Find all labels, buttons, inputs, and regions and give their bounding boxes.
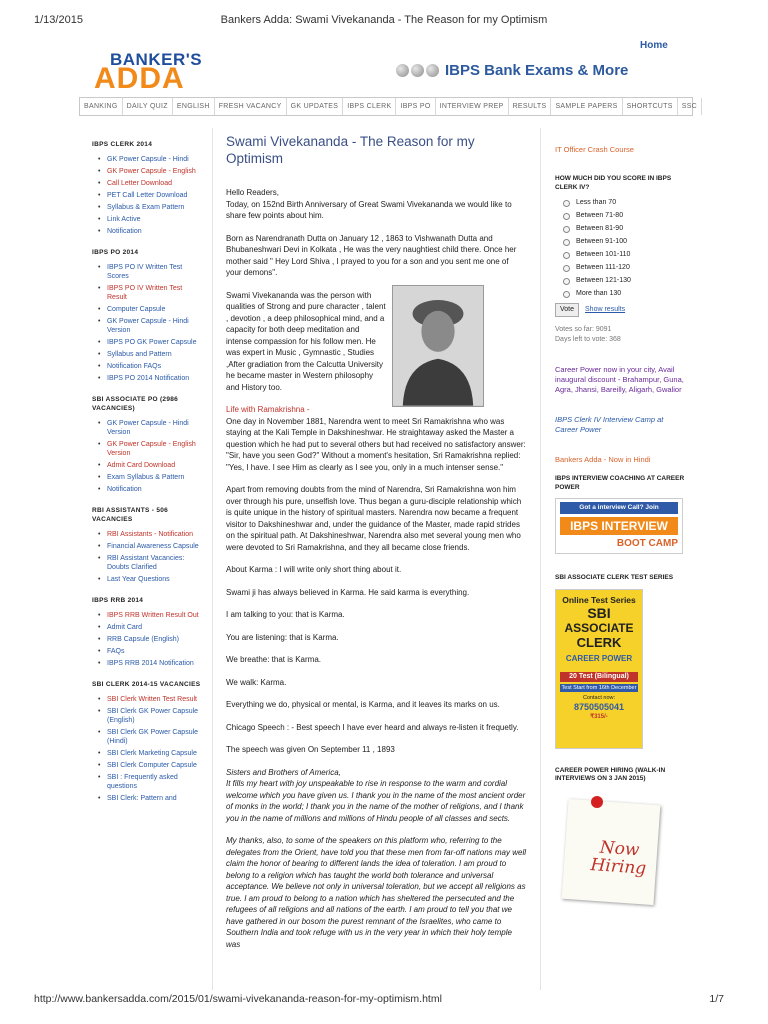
- left-sidebar: [92, 140, 202, 815]
- radio-button[interactable]: [563, 239, 570, 246]
- sidebar-item: [98, 317, 202, 335]
- sidebar-link[interactable]: IBPS RRB Written Result Out: [107, 612, 199, 619]
- speech-paragraph: Sisters and Brothers of America, It fills my heart with joy unspeakable to rise in response to the warm and cordial welcome which you have given us. I thank you in the name of the most ancient order of monks in the world; I thank you in the name of the mother of religions, and I thank you in the name of millions and millions of Hindu people of all classes and sects.: [226, 767, 526, 823]
- sidebar-item: [98, 761, 202, 770]
- sbi-test-series-ad[interactable]: [555, 589, 643, 749]
- article-paragraph: Swami Vivekananda was the person with qualities of Strong and pure character , talent , devotion , a deep philosophical mind, and a capacity for both deep meditation and intense compassion for his follow men. He was expert in Music , Gymnastic , Studies ,After gradiation from the Calcutta University he became master in Western philosophy and History too.: [226, 290, 386, 392]
- radio-button[interactable]: [563, 265, 570, 272]
- radio-button[interactable]: [563, 291, 570, 298]
- sidebar-item: [98, 794, 202, 803]
- hindi-link[interactable]: Bankers Adda - Now in Hindi: [555, 455, 651, 464]
- nav-item-gk-updates[interactable]: GK UPDATES: [287, 98, 344, 115]
- sidebar-link[interactable]: SBI Clerk Computer Capsule: [107, 762, 197, 769]
- sidebar-item: [98, 227, 202, 236]
- sidebar-link[interactable]: SBI : Frequently asked questions: [107, 774, 178, 790]
- sidebar-item: [98, 374, 202, 383]
- article: [226, 133, 526, 961]
- ad2-line4: CLERK: [576, 634, 622, 650]
- speech-paragraph: My thanks, also, to some of the speakers on this platform who, referring to the delegates from the Orient, have told you that these men from far-off nations may well claim the honor of bearing to different lands the idea of toleration. I am proud to belong to a religion which has taught the world both tolerance and universal acceptance. We believe not only in universal toleration, but we accept all religions as true. I am proud to belong to a nation which has sheltered the persecuted and the refugees of all religions and all nations of the earth. I am proud to tell you that we have gathered in our bosom the purest remnant of the Israelites, who came to Southern India and took refuge with us in the very year in which their holy temple was: [226, 836, 527, 949]
- poll-option-label: Between 71-80: [576, 212, 624, 219]
- sidebar-item: [98, 485, 202, 494]
- sidebar-link[interactable]: RBI Assistants - Notification: [107, 531, 193, 538]
- sidebar-item: [98, 623, 202, 632]
- sidebar-heading: IBPS RRB 2014: [92, 597, 144, 604]
- nav-item-ssc[interactable]: SSC: [678, 98, 702, 115]
- sidebar-link[interactable]: Notification: [107, 486, 142, 493]
- sidebar-heading: SBI ASSOCIATE PO (2986 VACANCIES): [92, 396, 179, 412]
- sidebar-item: [98, 305, 202, 314]
- nav-item-english[interactable]: ENGLISH: [173, 98, 215, 115]
- sidebar-item: [98, 461, 202, 470]
- poll-option[interactable]: [555, 263, 685, 273]
- life-heading: Life with Ramakrishna -: [226, 405, 310, 414]
- sidebar-item: [98, 647, 202, 656]
- sidebar-link[interactable]: RBI Assistant Vacancies: Doubts Clarified: [107, 555, 185, 571]
- sidebar-link[interactable]: SBI Clerk Marketing Capsule: [107, 750, 197, 757]
- article-paragraph: Chicago Speech : - Best speech I have ever heard and always re-listen it frequetly.: [226, 722, 519, 732]
- sidebar-link[interactable]: GK Power Capsule - Hindi Version: [107, 420, 189, 436]
- vivekananda-portrait: [392, 285, 484, 407]
- nav-item-ibps-po[interactable]: IBPS PO: [396, 98, 435, 115]
- sidebar-section: [92, 248, 202, 383]
- sidebar-item: [98, 191, 202, 200]
- sidebar-item: [98, 773, 202, 791]
- sidebar-link[interactable]: Computer Capsule: [107, 306, 166, 313]
- nav-item-daily-quiz[interactable]: DAILY QUIZ: [123, 98, 173, 115]
- article-paragraph: We breathe: that is Karma.: [226, 655, 322, 664]
- poll-option-label: Between 101-110: [576, 251, 631, 258]
- article-paragraph: The speech was given On September 11 , 1893: [226, 745, 395, 754]
- sidebar-link[interactable]: GK Power Capsule - English: [107, 168, 196, 175]
- sidebar-link[interactable]: Exam Syllabus & Pattern: [107, 474, 185, 481]
- radio-button[interactable]: [563, 200, 570, 207]
- sidebar-heading: SBI CLERK 2014-15 VACANCIES: [92, 681, 201, 688]
- sidebar-item: [98, 659, 202, 668]
- nav-item-interview-prep[interactable]: INTERVIEW PREP: [436, 98, 509, 115]
- sidebar-item: [98, 695, 202, 704]
- poll-option[interactable]: [555, 211, 685, 221]
- sidebar-link[interactable]: GK Power Capsule - English Version: [107, 441, 196, 457]
- sidebar-section: [92, 140, 202, 236]
- poll-option[interactable]: [555, 276, 685, 286]
- now-hiring-image[interactable]: [555, 790, 665, 910]
- sidebar-link[interactable]: IBPS PO GK Power Capsule: [107, 339, 197, 346]
- dots-icon: [396, 64, 441, 77]
- poll-option[interactable]: [555, 250, 685, 260]
- sidebar-section: [92, 395, 202, 494]
- sidebar-heading: IBPS PO 2014: [92, 249, 139, 256]
- nav-item-results[interactable]: RESULTS: [509, 98, 552, 115]
- poll-option-label: Between 91-100: [576, 238, 627, 245]
- sidebar-link[interactable]: Syllabus and Pattern: [107, 351, 172, 358]
- ad2-line7: Test Start from 16th December: [561, 684, 637, 691]
- sbi-test-heading: SBI ASSOCIATE CLERK TEST SERIES: [555, 574, 674, 581]
- coaching-heading: IBPS INTERVIEW COACHING AT CAREER POWER: [555, 475, 685, 491]
- sidebar-item: [98, 530, 202, 539]
- poll-option-label: More than 130: [576, 290, 622, 297]
- sidebar-link[interactable]: Last Year Questions: [107, 576, 170, 583]
- poll-option[interactable]: [555, 224, 685, 234]
- sidebar-link[interactable]: Link Active: [107, 216, 141, 223]
- sidebar-link[interactable]: IBPS PO IV Written Test Scores: [107, 264, 183, 280]
- sidebar-link[interactable]: Syllabus & Exam Pattern: [107, 204, 185, 211]
- article-paragraph: Swami ji has always believed in Karma. He said karma is everything.: [226, 587, 470, 597]
- sidebar-item: [98, 707, 202, 725]
- poll-option-label: Between 81-90: [576, 225, 624, 232]
- poll-option-label: Less than 70: [576, 199, 617, 206]
- crash-course-link[interactable]: IT Officer Crash Course: [555, 145, 634, 154]
- ad-bot-text: BOOT CAMP: [616, 538, 678, 549]
- sidebar-link[interactable]: GK Power Capsule - Hindi: [107, 156, 189, 163]
- radio-button[interactable]: [563, 213, 570, 220]
- site-logo[interactable]: [94, 50, 224, 94]
- sidebar-heading: RBI ASSISTANTS - 506 VACANCIES: [92, 507, 169, 523]
- ad2-line3: ASSOCIATE: [564, 620, 634, 635]
- sidebar-link[interactable]: Financial Awareness Capsule: [107, 543, 199, 550]
- sidebar-link[interactable]: Admit Card Download: [107, 462, 176, 469]
- votes-count: Votes so far: 9091: [555, 326, 612, 333]
- article-intro: Hello Readers, Today, on 152nd Birth Anniversary of Great Swami Vivekananda we would like to share few points about him.: [226, 188, 512, 220]
- ad-top-text: Got a interview Call? Join: [560, 502, 678, 514]
- article-title: Swami Vivekananda - The Reason for my Optimism: [226, 134, 475, 166]
- portrait-image: [393, 286, 483, 406]
- nav-item-sample-papers[interactable]: SAMPLE PAPERS: [551, 98, 622, 115]
- article-paragraph: Born as Narendranath Dutta on January 12 , 1863 to Vishwanath Dutta and Bhubaneshwari Devi in Kolkata , He was the very naughtiest child there. Once her mother said " Hey Lord Shiva , I prayed to you for a son and you sent me one of your demons".: [226, 233, 517, 277]
- sidebar-link[interactable]: PET Call Letter Download: [107, 192, 188, 199]
- sidebar-link[interactable]: Notification: [107, 228, 142, 235]
- sidebar-item: [98, 203, 202, 212]
- poll-option[interactable]: [555, 289, 685, 299]
- ad2-line8: Contact now:: [582, 694, 616, 701]
- days-left: Days left to vote: 368: [555, 336, 621, 343]
- interview-camp-link[interactable]: IBPS Clerk IV Interview Camp at Career Power: [555, 415, 664, 434]
- pin-icon: [591, 796, 603, 808]
- sidebar-item: [98, 338, 202, 347]
- sidebar-item: [98, 350, 202, 359]
- sidebar-item: [98, 179, 202, 188]
- sidebar-item: [98, 728, 202, 746]
- sidebar-item: [98, 542, 202, 551]
- poll-question: HOW MUCH DID YOU SCORE IN IBPS CLERK IV?: [555, 175, 672, 191]
- sidebar-heading: IBPS CLERK 2014: [92, 141, 153, 148]
- article-paragraph: I am talking to you: that is Karma.: [226, 610, 345, 619]
- sidebar-link[interactable]: SBI Clerk: Pattern and: [107, 795, 177, 802]
- print-date: 1/13/2015: [34, 14, 83, 26]
- sidebar-item: [98, 611, 202, 620]
- ad2-line10: ₹315/-: [590, 713, 608, 720]
- print-page-number: 1/7: [709, 993, 724, 1005]
- article-paragraph: Everything we do, physical or mental, is Karma, and it leaves its marks on us.: [226, 700, 500, 709]
- sidebar-section: [92, 506, 202, 584]
- ad2-line1: Online Test Series: [562, 594, 636, 605]
- sidebar-link[interactable]: RRB Capsule (English): [107, 636, 179, 643]
- sidebar-list: [92, 530, 202, 584]
- print-title: Bankers Adda: Swami Vivekananda - The Reason for my Optimism: [220, 14, 548, 26]
- sidebar-item: [98, 419, 202, 437]
- article-paragraph: You are listening: that is Karma.: [226, 632, 339, 642]
- career-power-link[interactable]: Career Power now in your city, Avail inaugural discount - Brahampur, Guna, Agra, Jhansi, Bareilly, Aligarh, Gwalior: [555, 365, 684, 394]
- sidebar-link[interactable]: IBPS PO IV Written Test Result: [107, 285, 183, 301]
- sidebar-item: [98, 575, 202, 584]
- article-paragraph: Apart from removing doubts from the mind of Narendra, Sri Ramakrishna won him over through his pure, unselfish love. Thus began a guru-disciple relationship which is quite unique in the history of spiritual masters. Narendra now became a frequent visitor to Dakshineshwar and, under the guidance of the Master, made rapid strides on the spiritual path. At Dakshineshwar, Narendra also met several young men who were devoted to Sri Ramakrishna, and they all became close friends.: [226, 485, 522, 552]
- ad2-line6: 20 Test (Bilingual): [560, 672, 638, 682]
- right-divider: [540, 128, 541, 990]
- ad2-line9: 8750505041: [573, 701, 625, 712]
- article-paragraph: We walk: Karma.: [226, 677, 287, 687]
- sidebar-item: [98, 155, 202, 164]
- sidebar-link[interactable]: Admit Card: [107, 624, 143, 631]
- sidebar-item: [98, 749, 202, 758]
- ad2-line5: CAREER POWER: [565, 653, 633, 663]
- sidebar-item: [98, 284, 202, 302]
- sidebar-list: [92, 263, 202, 383]
- radio-button[interactable]: [563, 278, 570, 285]
- article-paragraph: About Karma : I will write only short thing about it.: [226, 565, 402, 574]
- sidebar-item: [98, 440, 202, 458]
- sidebar-link[interactable]: SBI Clerk GK Power Capsule (Hindi): [107, 729, 199, 745]
- show-results-link[interactable]: Show results: [585, 306, 626, 313]
- sidebar-item: [98, 554, 202, 572]
- sidebar-section: [92, 596, 202, 668]
- sidebar-item: [98, 215, 202, 224]
- radio-button[interactable]: [563, 252, 570, 259]
- sidebar-link[interactable]: FAQs: [107, 648, 125, 655]
- sidebar-link[interactable]: IBPS RRB 2014 Notification: [107, 660, 194, 667]
- sidebar-link[interactable]: IBPS PO 2014 Notification: [107, 375, 190, 382]
- tagline-text: IBPS Bank Exams & More: [445, 62, 629, 79]
- left-divider: [212, 128, 213, 990]
- sidebar-link[interactable]: SBI Clerk Written Test Result: [107, 696, 197, 703]
- sidebar-link[interactable]: SBI Clerk GK Power Capsule (English): [107, 708, 199, 724]
- poll-option-label: Between 121-130: [576, 277, 631, 284]
- sidebar-item: [98, 263, 202, 281]
- sidebar-link[interactable]: Call Letter Download: [107, 180, 172, 187]
- poll-option[interactable]: [555, 237, 685, 247]
- article-paragraph: One day in November 1881, Narendra went to meet Sri Ramakrishna who was staying at the Kali Temple in Dakshineshwar. He straightaway asked the Master a question which he had put to several others but had received no satisfactory answer: "Sir, have you seen God?" Without a moment's hesitation, Sri Ramakrishna replied: "Yes, I have. I see Him as clearly as I see you, only in a much intenser sense.": [226, 416, 526, 472]
- home-link[interactable]: Home: [640, 40, 668, 51]
- nav-item-shortcuts[interactable]: SHORTCUTS: [623, 98, 678, 115]
- poll-option[interactable]: [555, 198, 685, 208]
- poll-options: [555, 198, 685, 299]
- hiring-note-text: Now Hiring: [589, 837, 647, 879]
- main-nav: [79, 97, 698, 116]
- ad-mid-text: IBPS INTERVIEW: [560, 517, 678, 535]
- hiring-heading: CAREER POWER HIRING (WALK-IN INTERVIEWS ON 3 JAN 2015): [555, 766, 666, 782]
- sidebar-list: [92, 419, 202, 494]
- right-sidebar: [555, 145, 685, 910]
- sidebar-item: [98, 635, 202, 644]
- sidebar-item: [98, 167, 202, 176]
- sidebar-item: [98, 473, 202, 482]
- radio-button[interactable]: [563, 226, 570, 233]
- nav-item-banking[interactable]: BANKING: [80, 98, 123, 115]
- nav-item-ibps-clerk[interactable]: IBPS CLERK: [343, 98, 396, 115]
- poll-option-label: Between 111-120: [576, 264, 630, 271]
- nav-item-fresh-vacancy[interactable]: FRESH VACANCY: [215, 98, 287, 115]
- logo-top-text: BANKER'S: [110, 50, 203, 69]
- interview-bootcamp-ad[interactable]: [555, 498, 683, 554]
- vote-button[interactable]: Vote: [555, 303, 579, 317]
- site-tagline: [396, 62, 628, 79]
- sidebar-link[interactable]: Notification FAQs: [107, 363, 162, 370]
- sidebar-list: [92, 611, 202, 668]
- sidebar-item: [98, 362, 202, 371]
- sidebar-list: [92, 695, 202, 803]
- sidebar-link[interactable]: GK Power Capsule - Hindi Version: [107, 318, 189, 334]
- sidebar-section: [92, 680, 202, 803]
- sidebar-list: [92, 155, 202, 236]
- logo-bottom-text: ADDA: [94, 62, 185, 95]
- ad2-line2: SBI: [587, 604, 611, 621]
- print-url: http://www.bankersadda.com/2015/01/swami-vivekananda-reason-for-my-optimism.html: [34, 993, 442, 1005]
